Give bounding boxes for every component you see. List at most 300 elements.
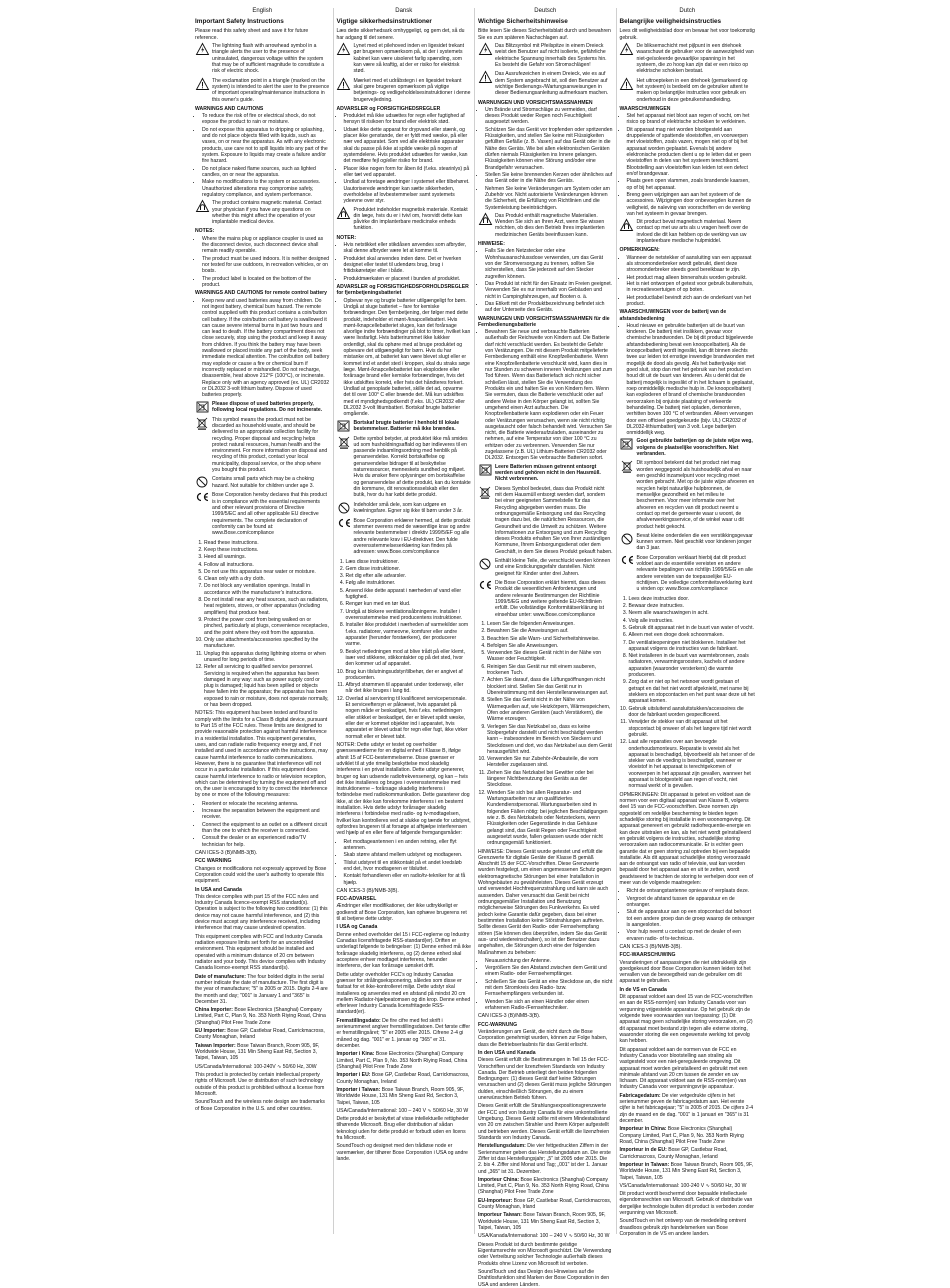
battery-dispose-text: Gooi gebruikte batterijen op de juiste wijze weg, volgens de plaatselijke voorschriften. Niet verbranden.	[636, 438, 753, 458]
fcc-measures-list	[620, 888, 756, 942]
lightning-notice	[195, 43, 330, 75]
column-english	[192, 8, 334, 1234]
notes-heading: NOTER:	[336, 234, 357, 241]
instruction-item: 4. Befolgen Sie alle Anweisungen.	[487, 643, 613, 649]
ce-mark-icon	[195, 492, 209, 505]
taiwan-importer	[478, 1212, 613, 1231]
instruction-item: 12. Overlad al servicering til kvalificeret servicepersonale. Et serviceeftersyn er påkrævet, hvis apparatet på nogen måde er beskadiget, hvis f.eks. netledningen eller stikket er beskadiget, der er blevet spildt væske, eller der er kommet objekter ind i apparatet, hvis apparatet er blevet udsat for regn eller fugt, ikke virker normalt eller er blevet tabt.	[346, 696, 472, 740]
exclamation-notice	[620, 78, 756, 103]
instruction-item: 4. Volg alle instructies.	[629, 618, 756, 624]
china-importer	[478, 1177, 613, 1196]
instruction-item: 3. Neem alle waarschuwingen in acht.	[629, 610, 756, 616]
power-rating: VS/Canada/Internationaal: 100-240 V ∿ 50/60 Hz, 30 W	[619, 1182, 747, 1189]
trademark-notice: SoundTouch and the wireless note design are trademarks of Bose Corporation in the U.S. and other countries.	[195, 1099, 325, 1112]
choke-notice	[620, 533, 756, 552]
instructions-list	[478, 621, 613, 847]
weee-notice	[620, 460, 756, 529]
fcc-measure: • Skab større afstand mellem udstyret og modtageren.	[344, 852, 472, 858]
ce-text: Bose Corporation hereby declares that this product is in compliance with the essential requirements and other relevant provisions of Directive 1999/5/EC and all other applicable EU directive requirements. The complete declaration of conformity can be found at: www.Bose.com/compliance	[212, 492, 327, 537]
fcc-measure: • Sluit de apparatuur aan op een stopcontact dat behoort tot een andere groep dan de groep waarop de ontvanger is aangesloten.	[627, 909, 756, 928]
instruction-item: 10. Only use attachments/accessories specified by the manufacturer.	[204, 637, 330, 650]
china-importer-text: Bose Electronics (Shanghai) Company Limited, Part C, Plan 9, No. 353 North Riying Road, China (Shanghai) Pilot Free Trade Zone	[195, 1007, 326, 1026]
column-language: English	[252, 8, 273, 14]
usa-canada-heading: In den USA und Kanada	[478, 1049, 536, 1056]
instruction-item: 5. Gebruik dit apparaat niet in de buurt van water of vocht.	[629, 625, 756, 631]
crossed-bin-icon	[195, 417, 209, 430]
note-item: • Wanneer de netstekker of aansluiting van een apparaat als stroomonderbreker wordt gebruikt, dient deze stroomonderbreker steeds goed bereikbaar te zijn.	[627, 255, 756, 274]
fcc-warning-heading: FCC-ADVARSEL	[336, 896, 377, 903]
exclamation-warning-icon	[620, 78, 634, 91]
warning-item: • Dit apparaat mag niet worden blootgesteld aan druppelende of spattende vloeistoffen, en voorwerpen met vloeistoffen, zoals vazen, mogen niet op of bij het apparaat worden geplaatst. Evenals bij andere elektronische producten dient u op te letten dat er geen vloeistoffen in delen van het systeem terechtkomt. Blootstelling aan vloeistoffen kan leiden tot een defect en/of brandgevaar.	[627, 127, 756, 178]
fcc-measure: • Vergroot de afstand tussen de apparatuur en de ontvanger.	[627, 896, 756, 909]
fcc-measure: • Kontakt forhandleren eller en radio/tv-tekniker for at få hjælp.	[344, 873, 472, 886]
eu-importer-label: EU-Importeur:	[478, 1197, 513, 1204]
instruction-item: 9. Verlegen Sie das Netzkabel so, dass es keine Stolpergefahr darstellt und nicht beschädigt werden kann – insbesondere im Bereich von Steckern und Steckdosen und dort, wo das Netzkabel aus dem Gerät herausgeführt wird.	[487, 724, 613, 756]
instruction-item: 4. Følg alle instruktioner.	[346, 580, 472, 586]
battery-dispose-notice	[620, 438, 756, 457]
instruction-item: 8. Stellen Sie das Gerät nicht in der Nähe von Wärmequellen auf, wie Heizkörpern, Wärmespeichern, Öfen oder anderen Geräten (auch Verstärkern), die Wärme erzeugen.	[487, 697, 613, 722]
exclamation-notice	[478, 71, 613, 96]
instruction-item: 7. Achten Sie darauf, dass die Lüftungsöffnungen nicht blockiert sind. Stellen Sie das Gerät nur in Übereinstimmung mit den Herstelleranweisungen auf.	[487, 677, 613, 696]
usa-canada-text: Dieses Gerät erfüllt die Bestimmungen in Teil 15 der FCC-Vorschriften und der lizenzfreien Standards von Industry Canada. Der Betrieb unterliegt den beiden folgenden Bedingungen: (1) dieses Gerät darf keine Störungen verursachen und (2) dieses Gerät muss jegliche Störungen dulden, einschließlich Störungen, die zu einem unerwünschten Betrieb führen.	[478, 1057, 612, 1102]
warning-item: • Do not expose this apparatus to dripping or splashing, and do not place objects filled with liquids, such as vases, on or near the apparatus. As with any electronic products, use care not to spill liquids into any part of the system. Exposure to liquids may create a failure and/or fire hazard.	[202, 127, 330, 165]
warnings-list	[478, 107, 613, 211]
crossed-bin-icon	[337, 436, 351, 449]
instruction-item: 6. Reinigen Sie das Gerät nur mit einem sauberen, trockenen Tuch.	[487, 664, 613, 677]
choke-text: Indeholder små dele, som kan udgøre en kvælningsfare. Egner sig ikke til børn under 3 år.	[353, 501, 463, 514]
battery-dispose-notice	[195, 401, 330, 414]
note-item: • Het productlabel bevindt zich aan de onderkant van het product.	[627, 295, 756, 308]
battery-dispose-text: Bortskaf brugte batterier i henhold til lokale bestemmelser. Batterier må ikke brændes.	[353, 419, 460, 432]
lightning-text: The lightning flash with arrowhead symbol in a triangle alerts the user to the presence of uninsulated, dangerous voltage within the system that may be of sufficient magnitude to constitute a risk of electric shock.	[212, 43, 325, 75]
choke-text: Enthält kleine Teile, die verschluckt werden können und eine Erstickungsgefahr darstellen. Nicht geeignet für Kinder unter drei Jahren.	[495, 558, 611, 577]
instruction-item: 6. Rengør kun med en tør klud.	[346, 601, 472, 607]
power-rating: USA/Canada/International: 100 – 240 V ∿ 50/60 Hz, 30 W	[336, 1107, 469, 1114]
instruction-item: 2. Gem disse instruktioner.	[346, 566, 472, 572]
usa-canada-text: Denne enhed overholder del 15 i FCC-reglerne og Industry Canadas licensfritagede RSS-standard(er). Driften er underlagt følgende to betingelser: (1) Denne enhed må ikke forårsage skadelig interferens, og (2) denne enhed skal acceptere enhver modtaget interferens, herunder interferens, der kan forårsage uønsket drift.	[336, 931, 472, 970]
china-importer-text: Bose Electronics (Shanghai) Company Limited, Part C, Plan 9, No. 353 North Riying Road, China (Shanghai) Pilot Free Trade Zone	[336, 1051, 468, 1070]
manufacture-date	[478, 1143, 613, 1175]
choke-notice	[478, 558, 613, 577]
instruction-item: 5. Verwenden Sie dieses Gerät nicht in der Nähe von Wasser oder Feuchtigkeit.	[487, 650, 613, 663]
note-item: • Produktet skal anvendes inden døre. Det er hverken designet eller testet til udendørs brug, brug i fritidskøretøjer eller i både.	[344, 256, 472, 275]
china-importer-label: Importør i Kina:	[336, 1051, 375, 1058]
instruction-item: 5. Anvend ikke dette apparat i nærheden af vand eller fugtighed.	[346, 588, 472, 601]
ce-notice	[337, 518, 472, 556]
usa-canada-heading: I USA og Canada	[336, 924, 378, 931]
weee-text: Dieses Symbol bedeutet, dass das Produkt nicht mit dem Hausmüll entsorgt werden darf, sondern bei einer geeigneten Sammelstelle für das Recycling abgegeben werden muss. Die ordnungsgemäße Entsorgung und das Recycling tragen dazu bei, die natürlichen Ressourcen, die Gesundheit und die Umwelt zu schützen. Weitere Informationen zur Entsorgung und zum Recycling dieses Produkts erhalten Sie von Ihrer zuständigen Kommune, Ihrem Entsorgungsdienst oder dem Geschäft, in dem Sie dieses Produkt gekauft haben.	[495, 485, 613, 555]
exclamation-notice	[195, 78, 330, 103]
eu-importer	[195, 1028, 330, 1041]
ip-notice: This product is protected by certain intellectual property rights of Microsoft. Use or distribution of such technology outside of this product is prohibited without a license from Microsoft.	[195, 1071, 325, 1097]
weee-text: This symbol means the product must not be discarded as household waste, and should be delivered to an appropriate collection facility for recycling. Proper disposal and recycling helps protect natural resources, human health and the environment. For more information on disposal and recycling of this product, contact your local municipality, disposal service, or the shop where you bought this product.	[212, 416, 328, 474]
fcc-measure: • Reorient or relocate the receiving antenna.	[202, 801, 330, 807]
instruction-item: 8. Do not install near any heat sources, such as radiators, heat registers, stoves, or other apparatus (including amplifiers) that produce heat.	[204, 597, 330, 616]
intro-text: Please read this safety sheet and save it for future reference.	[195, 28, 309, 41]
exclamation-text: Mærket med et udråbstegn i en ligesidet trekant skal gøre brugeren opmærksom på vigtige betjenings- og vedligeholdelsesinstruktioner i denne brugervejledning.	[353, 77, 471, 103]
notes-heading: HINWEISE:	[478, 241, 505, 248]
exclamation-notice	[337, 78, 472, 103]
china-importer-label: China Importer:	[195, 1007, 233, 1014]
usa-canada-text: Dit apparaat voldoet aan deel 15 van de FCC-voorschriften en aan de RSS-norm(en) van Industry Canada voor van vergunning vrijgestelde apparatuur. Op het gebruik zijn de volgende twee voorwaarden van toepassing: (1) Dit apparaat mag geen schadelijke storing veroorzaken, en (2) dit apparaat moet bestand zijn tegen alle externe storing, waaronder storing die een ongewenste werking tot gevolg kan hebben.	[619, 994, 753, 1045]
choke-notice	[337, 502, 472, 515]
instruction-item: 11. Unplug this apparatus during lightning storms or when unused for long periods of time.	[204, 651, 330, 664]
remote-battery-text: • Bewahren Sie neue und verbrauchte Batterien außerhalb der Reichweite von Kindern auf. Die Batterie darf nicht verschluckt werden. Es besteht die Gefahr von Verätzungen. Die mit diesem Produkt mitgelieferte Fernbedienung enthält eine Knopfzellenbatterie. Wenn eine Knopfzellenbatterie verschluckt wird, kann dies in nur Stunden zu schweren inneren Verätzungen und zum Tod führen. Wenn das Batteriefach sich nicht sicher schließen lässt, stellen Sie die Verwendung des Produkts ein und halten Sie es von Kindern fern. Wenn Sie vermuten, dass die Batterie verschluckt oder auf andere Weise in den Körper gelangt ist, sollten Sie umgehend einen Arzt aufsuchen. Die Knopfzellenbatterie kann explodieren oder ein Feuer oder Verätzungen verursachen, wenn sie nicht richtig ausgetauscht oder falsch behandelt wird. Versuchen Sie nicht, die Batterie wiederaufzuladen, auseinander zu nehmen, auf eine Temperatur von über 100 °C zu erhitzen oder zu verbrennen. Verwenden Sie nur zugelassene (z.B. UL) Lithium-Batterien CR2032 oder DL2032. Entsorgen Sie verbrauchte Batterien sofort.	[485, 329, 613, 462]
notes-list	[620, 255, 756, 308]
weee-notice	[478, 486, 613, 555]
warning-item: • Schützen Sie das Gerät vor tropfenden oder spritzenden Flüssigkeiten, und stellen Sie keine mit Flüssigkeiten gefüllten Gefäße (z. B. Vasen) auf das Gerät oder in die Nähe des Geräts. Wie bei allen elektronischen Geräten dürfen niemals Flüssigkeiten ins Innere gelangen. Flüssigkeiten können eine Störung und/oder eine Brandgefahr verursachen.	[485, 127, 613, 171]
taiwan-importer-label: Importør i Taiwan:	[336, 1086, 381, 1093]
magnet-warning-icon	[478, 213, 492, 226]
fcc-warning-heading: FCC WARNING	[195, 858, 232, 865]
magnet-warning-icon	[620, 219, 634, 232]
instructions-list	[195, 540, 330, 709]
choking-hazard-icon	[195, 476, 209, 489]
instructions-list	[620, 596, 756, 790]
magnet-notice	[337, 207, 472, 232]
ices-line: CAN ICES-3 (B)/NMB-3(B).	[336, 887, 399, 894]
fcc-warning-text: Veranderingen of aanpassingen die niet uitdrukkelijk zijn goedgekeurd door Bose Corporation kunnen leiden tot het vervallen van de bevoegdheid van de gebruiker om dit apparaat te gebruiken.	[619, 959, 751, 985]
instruction-item: 8. Niet installeren in de buurt van warmtebronnen, zoals radiatoren, verwarmingsroosters, kachels of andere apparaten (waaronder versterkers) die warmte produceren.	[629, 653, 756, 678]
lightning-warning-icon	[337, 43, 351, 56]
eu-importer-text: Bose GP, Castlebar Road, Carrickmacross, County Monaghan, Ireland	[336, 1072, 470, 1085]
warning-item: • Undlad at foretage ændringer i systemet eller tilbehøret. Uautoriserede ændringer kan sætte sikkerheden, overholdelse af lovbestemmelser samt systemets ydeevne over styr.	[344, 179, 472, 204]
column-language: Dansk	[395, 8, 413, 14]
ce-notice	[195, 492, 330, 536]
instructions-list	[337, 559, 472, 740]
note-item: • The product label is located on the bottom of the product.	[202, 276, 330, 289]
warnings-list	[337, 113, 472, 204]
fcc-warning-text: Ændringer eller modifikationer, der ikke udtrykkeligt er godkendt af Bose Corporation, kan ophæve brugerens ret til at betjene dette udstyr.	[336, 903, 467, 923]
fcc-warning-text: Veränderungen am Gerät, die nicht durch die Bose Corporation genehmigt wurden, können zur Folge haben, dass die Betriebserlaubnis für das Gerät erlischt.	[478, 1028, 608, 1048]
fcc-measure: • Tilslut udstyret til en stikkontakt på et andet kredsløb end det, hvor modtageren er tilsluttet.	[344, 860, 472, 873]
instruction-item: 5. Do not use this apparatus near water or moisture.	[204, 569, 330, 575]
exclamation-warning-icon	[337, 78, 351, 91]
instruction-item: 1. Lesen Sie die folgenden Anweisungen.	[487, 621, 613, 627]
remote-battery-list	[195, 298, 330, 399]
manufacture-date-text: The four bolded digits in the serial number indicate the date of manufacture. The first digit is the year of manufacture; "5" is 2005 or 2015. Digits 2-4 are the month and day; "001" is January 1 and "365" is December 31.	[195, 973, 328, 1005]
exclamation-text: The exclamation point in a triangle (marked on the system) is intended to alert the user to the presence of important operating/maintenance instructions in this owner's guide.	[212, 77, 330, 103]
radiation-text: Dieses Gerät erfüllt die Strahlungsexpositionsgrenzwerte der FCC und von Industry Canada für eine unkontrollierte Umgebung. Dieses Gerät sollte mit einem Mindestabstand von 20 cm zwischen Strahler und Ihrem Körper aufgestellt und betrieben werden. Dieses Gerät erfüllt die lizenzfreien Standards von Industry Canada.	[478, 1103, 610, 1141]
battery-dispose-notice	[478, 464, 613, 483]
instruction-item: 6. Clean only with a dry cloth.	[204, 576, 330, 582]
fcc-warning-heading: FCC-WARNUNG	[478, 1021, 518, 1028]
crossed-bin-icon	[620, 460, 634, 473]
fcc-notes: NOTES: This equipment has been tested and found to comply with the limits for a Class B digital device, pursuant to Part 15 of the FCC rules. These limits are designed to provide reasonable protection against harmful interference in a residential installation. This equipment generates, uses, and can radiate radio frequency energy and, if not installed and used in accordance with the instructions, may cause harmful interference to radio communications. However, there is no guarantee that interference will not occur in a particular installation. If this equipment does cause harmful interference to radio or television reception, which can be determined by turning the equipment off and on, the user is encouraged to try to correct the interference by one or more of the following measures:	[195, 710, 328, 799]
ce-text: Die Bose Corporation erklärt hiermit, dass dieses Produkt die wesentlichen Anforderungen und andere relevante Bestimmungen der Richtlinie 1999/5/EG und weitere geltende EU-Richtlinien erfüllt. Die vollständige Konformitätserklärung ist einsehbar unter: www.Bose.com/compliance	[495, 580, 606, 618]
manufacture-date-label: Herstellungsdatum:	[478, 1143, 526, 1150]
fcc-measure: • Increase the separation between the equipment and receiver.	[202, 808, 330, 821]
trademark-notice: SoundTouch en het ontwerp van de mededeling omtrent draadloos gebruik zijn handelsmerken van Bose Corporation in de VS en andere landen.	[619, 1218, 747, 1237]
ce-mark-icon	[620, 555, 634, 568]
instruction-item: 12. Wenden Sie sich bei allen Reparatur- und Wartungsarbeiten nur an qualifiziertes Kundendienstpersonal. Wartungsarbeiten sind in folgenden Fällen nötig: bei jeglichen Beschädigungen wie z. B. des Netzkabels oder Netzsteckers, wenn Flüssigkeiten oder Gegenstände in das Gehäuse gelangt sind, das Gerät Regen oder Feuchtigkeit ausgesetzt wurde, fallen gelassen wurde oder nicht ordnungsgemäß funktioniert.	[487, 790, 613, 847]
fcc-measure: • Wenden Sie sich an einen Händler oder einen erfahrenen Radio-/Fernsehtechniker.	[485, 999, 613, 1012]
note-item: • Das Etikett mit der Produktbezeichnung befindet sich auf der Unterseite des Geräts.	[485, 301, 613, 314]
manufacture-date-text: De vier vetgedrukte cijfers in het serienummer geven de fabricagedatum aan. Het eerste cijfer is het fabricagejaar; "5" is 2005 of 2015. De cijfers 2-4 zijn de maand en de dag. "001" is 1 januari en "365" is 31 december.	[619, 1092, 754, 1124]
fcc-measure: • Vergrößern Sie den Abstand zwischen dem Gerät und einem Radio- oder Fernsehempfänger.	[485, 965, 613, 978]
intro-text: Lees dit veiligheidsblad door en bewaar het voor toekomstig gebruik.	[619, 28, 755, 41]
ce-mark-icon	[337, 518, 351, 531]
ce-text: Bose Corporation erklærer hermed, at dette produkt stemmer overens med de væsentlige krav og andre relevante bestemmelser i direktiv 1999/5/EF og alle andre relevante krav i EU-direktiver. Den fulde overensstemmelseserklæring kan findes på adressen: www.Bose.com/compliance	[353, 517, 471, 556]
instruction-item: 9. Protect the power cord from being walked on or pinched, particularly at plugs, convenience receptacles, and the point where they exit from the apparatus.	[204, 617, 330, 636]
weee-text: Dit symbool betekent dat het product niet mag worden weggegooid als huishoudelijk afval en naar een geschikt inzamelpunt voor recycling moet worden gebracht. Met op de juiste wijze afvoeren en recyclen helpt natuurlijke hulpbronnen, de menselijke gezondheid en het milieu te beschermen. Voor meer informatie over het afvoeren en recyclen van dit product neemt u contact op met de gemeente waar u woont, de afvalverwerkingsservice, of de winkel waar u dit product hebt gekocht.	[636, 460, 755, 530]
instruction-item: 10. Verwenden Sie nur Zubehör-/Anbauteile, die vom Hersteller zugelassen sind.	[487, 756, 613, 769]
exclamation-warning-icon	[478, 71, 492, 84]
usa-canada-text: This device complies with part 15 of the FCC rules and Industry Canada licence-exempt RSS standard(s). Operation is subject to the following two conditions: (1) this device may not cause harmful interference, and (2) this device must accept any interference received, including interference that may cause undesired operation.	[195, 893, 328, 932]
remote-battery-heading: WAARSCHUWINGEN voor de batterij van de afstandsbediening	[619, 309, 727, 322]
power-rating: USA/Kanada/International: 100 – 240 V ∿ 50/60 Hz, 30 W	[478, 1233, 610, 1240]
notes-list	[478, 248, 613, 313]
ip-notice: Dit product wordt beschermd door bepaalde intellectuele eigendomsrechten van Microsoft. Gebruik of distributie van dergelijke technologie buiten dit product is verboden zonder vergunning van Microsoft.	[619, 1191, 755, 1217]
warning-item: • Make no modifications to the system or accessories. Unauthorized alterations may compromise safety, regulatory compliance, and system performance.	[202, 179, 330, 198]
warning-item: • Udsæt ikke dette apparat for drypvand eller stænk, og placer ikke genstande, der er fyldt med væske, på eller nær ved apparatet. Som ved alle elektriske apparater skal du passe på ikke at spilde væske på nogen af systemdelene. Hvis produktet udsættes for væske, kan det medføre fejl og/eller risiko for brand.	[344, 127, 472, 165]
instruction-item: 2. Bewahren Sie die Anweisungen auf.	[487, 628, 613, 634]
instruction-item: 10. Gebruik uitsluitend aansluitstukken/accessoires die door de fabrikant worden gespecificeerd.	[629, 706, 756, 719]
remote-battery-list	[478, 329, 613, 462]
eu-importer-label: EU Importer:	[195, 1028, 226, 1035]
battery-recycle-icon	[620, 438, 634, 451]
section-title: Vigtige sikkerhedsinstruktioner	[336, 18, 432, 26]
note-item: • Das Produkt ist nicht für den Einsatz im Freien geeignet. Verwenden Sie es nur innerhalb von Gebäuden und nicht in Campingfahrzeugen, auf Booten o. ä.	[485, 281, 613, 300]
instruction-item: 1. Lees deze instructies door.	[629, 596, 756, 602]
fcc-measures-list	[337, 839, 472, 886]
taiwan-importer	[620, 1162, 756, 1181]
notes-list	[337, 242, 472, 282]
instruction-item: 3. Ret dig efter alle advarsler.	[346, 573, 472, 579]
warnings-heading: WARNINGS AND CAUTIONS	[195, 105, 264, 112]
battery-dispose-notice	[337, 420, 472, 433]
warning-item: • To reduce the risk of fire or electrical shock, do not expose the product to rain or moisture.	[202, 113, 330, 126]
instruction-item: 7. De ventilatieopeningen niet blokkeren. Installeer het apparaat volgens de instructies van de fabrikant.	[629, 640, 756, 653]
ices-line: CAN ICES-3 (B)/NMB-3(B).	[478, 1013, 541, 1020]
eu-importer-text: Bose GP, Castlebar Road, Carrickmacross, County Monaghan, Ierland	[619, 1147, 728, 1160]
china-importer-text: Bose Electronics (Shanghai) Company Limited, Part C, Plan 9, No. 353 North Riying Road, China (Shanghai) Pilot Free Trade Zone	[478, 1176, 609, 1196]
china-importer-label: Importeur in China:	[619, 1126, 667, 1133]
warnings-list	[620, 113, 756, 217]
taiwan-importer-text: Bose Taiwan Branch, Room 905, 9F, Worldwide House, 131 Min Sheng East Rd, Section 3, Taipei, Taiwan, 105	[619, 1161, 753, 1181]
taiwan-importer-label: Importeur Taiwan:	[478, 1212, 522, 1219]
eu-importer-label: Importør i EU:	[336, 1072, 371, 1079]
radiation-text: Dit apparaat voldoet aan de normen van de FCC en Industry Canada voor blootstelling aan straling als vastgesteld voor een niet-gereguleerde omgeving. Dit apparaat moet worden geïnstalleerd en gebruikt met een minimale afstand van 20 cm tussen de zender en uw lichaam. Dit apparaat voldoet aan de RSS-norm(en) van Industry Canada voor vergunningsvrije apparatuur.	[619, 1046, 748, 1091]
magnet-text: The product contains magnetic material. Contact your physician if you have any questions on whether this might affect the operation of your implantable medical device.	[212, 200, 322, 226]
battery-dispose-text: Please dispose of used batteries properly, following local regulations. Do not incinerate.	[212, 400, 323, 413]
instruction-item: 9. Beskyt netledningen mod at blive trådt på eller klemt, især ved stikkene, stikkontakter og på det sted, hvor den kommer ud af apparatet.	[346, 649, 472, 668]
warnings-list	[195, 113, 330, 198]
ce-mark-icon	[478, 580, 492, 593]
remote-battery-text: • Houd nieuwe en gebruikte batterijen uit de buurt van kinderen. De batterij niet inslikken, gevaar voor chemische brandwonden. De bij dit product bijgeleverde afstandsbediening bevat een knoopcelbatterij. Als de knoopcelbatterij wordt ingeslikt, kan dit binnen slechts twee uur leiden tot ernstige inwendige brandwonden met mogelijk de dood als gevolg. Als het batterijvakje niet goed sluit, stop dan met het gebruik van het product en houd dit uit de buurt van kinderen. Als u denkt dat de batterij mogelijk is ingeslikt of in het lichaam is geplaatst, roep onmiddellijk medische hulp in. De knoopcelbatterij kan exploderen of brand of chemische brandwonden veroorzaken bij onjuiste plaatsing of verkeerde behandeling. De batterij niet opladen, demonteren, verhitten boven 100 °C of verbranden. Alleen vervangen door een officieel goedgekeurde (bijv. UL) CR2032 of DL2032-lithiumbatterij van 3 volt. Lege batterijen onmiddellijk weg.	[627, 323, 756, 437]
column-deutsch	[475, 8, 617, 1288]
battery-dispose-text: Leere Batterien müssen getrennt entsorgt werden und gehören nicht in den Hausmüll. Nicht verbrennen.	[495, 463, 601, 483]
instruction-item: 3. Heed all warnings.	[204, 554, 330, 560]
fcc-notes: NOTER: Dette udstyr er testet og overholder grænseværdierne for en digital enhed i Klasse B, ifølge afsnit 15 af FCC-bestemmelserne. Disse grænser er udviklet til at yde rimelig beskyttelse mod skadelig interferens i en privat installation. Dette udstyr genererer, bruger og kan udsende radiofrekvensenergi, og kan – hvis det ikke installeres og bruges i overensstemmelse med instruktionerne – forårsage skadelig interferens i forbindelse med radiokommunikation. Dette garanterer dog ikke, at der ikke kan forekomme interferens i en bestemt installation. Hvis dette udstyr forårsager skadelig interferens i forbindelse med radio- og tv-modtagelsen, hvilket kan kontrolleres ved at slukke og tænde for udstyret, opfordres brugeren til at forsøge at afhjælpe interferensen ved hjælp af en eller flere af følgende fremgangsmåder:	[336, 741, 471, 837]
choking-hazard-icon	[478, 558, 492, 571]
exclamation-text: Het uitroepteken in een driehoek (gemarkeerd op het systeem) is bedoeld om de gebruiker attent te maken op belangrijke instructies voor gebruik en onderhoud in deze gebruikershandleiding.	[636, 77, 749, 103]
safety-sheet	[192, 8, 758, 1288]
china-importer-text: Bose Electronics (Shanghai) Company Limited, Part C, Plan 9, No. 353 North Riying Road, China (Shanghai) Pilot Free Trade Zone	[619, 1126, 744, 1145]
note-item: • Produktmærkaten er placeret i bunden af produktet.	[344, 276, 472, 282]
china-importer	[195, 1007, 330, 1026]
taiwan-importer	[195, 1043, 330, 1062]
warning-item: • Placer ikke nogen form for åben ild (f.eks. stearinlys) på eller tæt ved apparatet.	[344, 166, 472, 179]
note-item: • The product must be used indoors. It is neither designed nor tested for use outdoors, in recreation vehicles, or on boats.	[202, 256, 330, 275]
lightning-notice	[478, 43, 613, 68]
magnet-warning-icon	[337, 207, 351, 220]
instruction-item: 8. Installer ikke produktet i nærheden af varmekilder som f.eks. radiatorer, varmeovne, komfurer eller andre apparater (herunder forstærkere), der producerer varme.	[346, 622, 472, 647]
column-dutch	[617, 8, 759, 1237]
ip-notice: Dieses Produkt ist durch bestimmte geistige Eigentumsrechte von Microsoft geschützt. Die Verwendung oder Vertreibung solcher Technologie außerhalb dieses Produkts ohne Lizenz von Microsoft ist verboten.	[478, 1241, 612, 1267]
warning-item: • Do not place naked flame sources, such as lighted candles, on or near the apparatus.	[202, 166, 330, 179]
warning-item: • Plaats geen open vlammen, zoals brandende kaarsen, op of bij het apparaat.	[627, 178, 756, 191]
eu-importer-text: Bose GP, Castlebar Road, Carrickmacross, County Monaghan, Ireland	[195, 1028, 325, 1041]
manufacture-date-text: Die vier fettgedruckten Ziffern in der Seriennummer geben das Herstellungsdatum an. Die erste Ziffer ist das Herstellungsjahr; „5" ist 2005 oder 2015. Die 2. bis 4. Ziffer sind Monat und Tag; „001" ist der 1. Januar und „365" ist 31. Dezember.	[478, 1143, 611, 1175]
china-importer-label: Importeur China:	[478, 1176, 520, 1183]
note-item: • Hvis netstikket eller stikdåsen anvendes som afbryder, skal denne afbryder være let at komme til.	[344, 242, 472, 255]
section-title: Wichtige Sicherheitshinweise	[478, 18, 568, 26]
remote-battery-heading: ADVARSLER og FORSIGTIGHEDSFORHOLDSREGLER for fjernbetjeningsbatteriet	[336, 283, 469, 297]
manufacture-date-label: Date of manufacture:	[195, 973, 246, 980]
magnet-text: Das Produkt enthält magnetische Materialien. Wenden Sie sich an Ihren Arzt, wenn Sie wissen möchten, ob dies den Betrieb Ihres implantierten medizinischen Geräts beeinflussen kann.	[495, 212, 605, 238]
fcc-warning-heading: FCC-WAARSCHUWING	[619, 952, 676, 959]
eu-importer	[620, 1147, 756, 1160]
magnet-text: Dit product bevat magnetisch materiaal. Neem contact op met uw arts als u vragen heeft over de invloed die dit kan hebben op de werking van uw implanteerbare medische hulpmiddel.	[636, 219, 749, 245]
note-item: • Where the mains plug or appliance coupler is used as the disconnect device, such disconnect device shall remain readily operable.	[202, 236, 330, 255]
warning-item: • Stellen Sie keine brennenden Kerzen oder ähnliches auf das Gerät oder in die Nähe des Geräts.	[485, 172, 613, 185]
fcc-measure: • Richt de ontvangstantenne opnieuw of verplaats deze.	[627, 888, 756, 894]
warnings-heading: WARNUNGEN UND VORSICHTSMASSNAHMEN	[478, 99, 593, 106]
taiwan-importer-text: Bose Taiwan Branch, Room 905, 9F, Worldwide House, 131 Min Sheng East Rd, Section 3, Taipei, Taiwan, 105	[195, 1042, 320, 1062]
instruction-item: 2. Bewaar deze instructies.	[629, 603, 756, 609]
instruction-item: 7. Do not block any ventilation openings. Install in accordance with the manufacturer's instructions.	[204, 583, 330, 596]
manufacture-date	[195, 974, 330, 1006]
magnet-text: Produktet indeholder magnetisk materiale. Kontakt din læge, hvis du er i tvivl om, hvorvidt dette kan påvirke din implanterbare medicinske enheds funktion.	[353, 206, 468, 232]
manufacture-date	[337, 1018, 472, 1050]
column-dansk	[334, 8, 476, 1234]
magnet-notice	[195, 200, 330, 225]
lightning-notice	[337, 43, 472, 75]
warning-item: • Stel het apparaat niet bloot aan regen of vocht, om het risico op brand of elektrische schokken te verkleinen.	[627, 113, 756, 126]
ices-line: CAN ICES-3 (B)/NMB-3(B).	[619, 943, 682, 950]
weee-notice	[337, 436, 472, 499]
instruction-item: 11. Ziehen Sie das Netzkabel bei Gewitter oder bei längerer Nichtbenutzung des Geräts aus der Steckdose.	[487, 770, 613, 789]
warnings-heading: WAARSCHUWINGEN	[619, 105, 671, 112]
trademark-notice: SoundTouch og designet med den trådløse node er varemærker, der tilhører Bose Corporation i USA og andre lande.	[336, 1143, 468, 1162]
fcc-measure: • Schließen Sie das Gerät an eine Steckdose an, die nicht mit dem Stromkreis des Radio- bzw. Fernsehempfängers verbunden ist.	[485, 979, 613, 998]
remote-battery-list	[337, 298, 472, 418]
remote-battery-list	[620, 323, 756, 437]
exclamation-warning-icon	[195, 78, 209, 91]
notes-list	[195, 236, 330, 289]
ices-line: CAN ICES-3 (B)/NMB-3(B).	[195, 849, 258, 856]
instruction-item: 6. Alleen met een droge doek schoonmaken.	[629, 632, 756, 638]
eu-importer-text: Bose GP, Castlebar Road, Carrickmacross, County Monaghan, Irland	[478, 1197, 612, 1211]
notes-heading: OPMERKINGEN:	[619, 247, 660, 254]
manufacture-date-text: De fire cifre med fed skrift i serienummeret angiver fremstillingsdatoen. Det første ciffer er fremstillingsåret; "5" er 2005 eller 2015. Cifrene 2-4 gi måned og dag. "001" er 1. januar og "365" er 31. december.	[336, 1017, 471, 1049]
taiwan-importer-text: Bose Taiwan Branch, Room 905, 9F, Worldwide House, 131 Min Sheng East Rd, Section 3, Taipei, Taiwan, 105	[478, 1212, 606, 1231]
taiwan-importer-text: Bose Taiwan Branch, Room 905, 9F, Worldwide House, 131 Min Sheng East Rd, Section 3, Taipei, Taiwan, 105	[336, 1086, 465, 1106]
choking-hazard-icon	[620, 533, 634, 546]
warnings-heading: ADVARSLER og FORSIGTIGHEDSREGLER	[336, 105, 441, 112]
warning-item: • Um Brände und Stromschläge zu vermeiden, darf dieses Produkt weder Regen noch Feuchtigkeit ausgesetzt werden.	[485, 107, 613, 126]
magnet-notice	[620, 219, 756, 244]
column-language: Dutch	[679, 8, 696, 14]
lightning-text: De bliksemschicht met pijlpunt in een driehoek waarschuwt de gebruiker voor de aanwezigheid van niet-geïsoleerde gevaarlijke spanning in het systeem, die zo hoog kan zijn dat er een risico op elektrische schokken bestaat.	[636, 43, 754, 75]
battery-recycle-icon	[337, 420, 351, 433]
section-title: Belangrijke veiligheidsinstructies	[619, 18, 722, 26]
manufacture-date-label: Fremstillingsdato:	[336, 1017, 381, 1024]
warning-item: • Breng geen wijzigingen aan aan het systeem of de accessoires. Wijzigingen door onbevoegden kunnen de veiligheid, de naleving van voorschriften en de werking van het systeem in gevaar brengen.	[627, 192, 756, 217]
choke-text: Contains small parts which may be a choking hazard. Not suitable for children under age 3.	[212, 476, 314, 489]
manufacture-date-label: Fabricagedatum:	[619, 1092, 661, 1099]
fcc-measure: • Voor hulp neemt u contact op met de dealer of een ervaren radio- of tv-technicus.	[627, 929, 756, 942]
instruction-item: 9. Zorg dat er niet op het netsnoer wordt gestaan of getrapt en dat het niet wordt afgeknield, met name bij stekkers en stopcontacten en het punt waar deze uit het apparaat komen.	[629, 679, 756, 704]
instruction-item: 1. Læs disse instruktioner.	[346, 559, 472, 565]
fcc-measure: • Consult the dealer or an experienced radio/TV technician for help.	[202, 835, 330, 848]
eu-importer	[478, 1198, 613, 1211]
trademark-notice: SoundTouch und das Design des Hinweises auf die Drahtlosfunktion sind Marken der Bose Corporation in den USA und anderen Ländern.	[478, 1268, 610, 1288]
battery-recycle-icon	[195, 401, 209, 414]
note-item: • Het product mag alleen binnenshuis worden gebruikt. Het is niet ontworpen of getest voor gebruik buitenshuis, in recreatievoertuigen of op boten.	[627, 275, 756, 294]
taiwan-importer	[337, 1087, 472, 1106]
remote-battery-text: • Opbevar nye og brugte batterier utilgængeligt for børn. Undgå at sluge batteriet – fare for kemiske forbrændinger. Den fjernbetjening, der følger med dette produkt, indeholder et mønt-/knapcellebatteri. Hvis mønt-/knapcellebatteriet sluges, kan det forårsage alvorlige indre forbrændinger på blot to timer, hvilket kan være livsfarligt. Hvis batterirummet ikke lukkker ordentligt, skal du ophøre med at bruge produktet og opbevare det utilgængeligt for børn. Hvis du har mistanke om, at batteriet kan være blevet slugt eller er kommet ind et andet sted i kroppen, skal du straks søge læge. Mønt-/knapcellebatteriet kan eksplodere eller forårsage brand eller kemiske forbrændinger, hvis det ikke udskiftes korrekt, eller hvis det håndteres forkert. Undlad at genoplade batteriet, skille det ad, opvarme det til over 100° C eller brænde det. Må kun udskiftes med et myndighedsgodkendt (f.eks. UL) CR2032 eller DL2032 3-volt litiumbatteri. Bortskaf brugte batterier omgående.	[344, 298, 472, 418]
lightning-text: Das Blitzsymbol mit Pfeilspitze in einem Dreieck weist den Benutzer auf nicht isolierte, gefährliche elektrische Spannung innerhalb des Systems hin. Es besteht die Gefahr von Stromschlägen!	[495, 43, 607, 68]
note-item: • Falls Sie den Netzstecker oder eine Wohnhausanschlussdose verwenden, um das Gerät von der Stromversorgung zu trennen, sollten Sie sicherstellen, dass Sie jederzeit auf den Stecker zugreifen können.	[485, 248, 613, 280]
fcc-measures-list	[478, 958, 613, 1012]
warning-item: • Nehmen Sie keine Veränderungen am System oder am Zubehör vor. Nicht autorisierte Veränderungen können die Sicherheit, die Erfüllung von Richtlinien und die Systemleistung beeinträchtigen.	[485, 186, 613, 211]
choke-notice	[195, 476, 330, 489]
china-importer	[337, 1051, 472, 1070]
taiwan-importer-label: Taiwan Importer:	[195, 1042, 236, 1049]
instruction-item: 11. Afbryd strømmen til apparatet under tordenvejr, eller når det ikke bruges i lang tid.	[346, 682, 472, 695]
section-title: Important Safety Instructions	[195, 18, 284, 26]
battery-recycle-icon	[478, 464, 492, 477]
choking-hazard-icon	[337, 502, 351, 515]
column-language: Deutsch	[534, 8, 557, 14]
ip-notice: Dette produkt er beskyttet af visse intellektuelle rettigheder tilhørende Microsoft. Brug eller distribution af sådan teknologi uden for dette produkt er forbudt uden en licens fra Microsoft.	[336, 1116, 469, 1142]
instruction-item: 7. Undgå at blokere ventilationsåbningerne. Installer i overensstemmelse med producentens instruktioner.	[346, 609, 472, 622]
instruction-item: 2. Keep these instructions.	[204, 547, 330, 553]
ce-text: Bose Corporation verklaart hierbij dat dit product voldoet aan de essentiële vereisten en andere relevante bepalingen van richtlijn 1999/5/EG en alle andere vereisten van de toepasselijke EU-richtlijnen. De volledige conformiteitsverklaring kunt u vinden op: www.Bose.com/compliance	[636, 554, 753, 593]
instruction-item: 12. Laat alle reparaties over aan bevoegde onderhoudsmonteurs. Reparatie is vereist als het apparaat is beschadigd, bijvoorbeeld als het snoer of de stekker van de voeding is beschadigd, wanneer er vloeistof in het apparaat is terechtgekomen of voorwerpen in het apparaat zijn gevallen, wanneer het apparaat is blootgesteld aan regen of vocht, niet normaal werkt of is gevallen.	[629, 739, 756, 790]
china-importer	[620, 1126, 756, 1145]
eu-importer-label: Importeur in de EU:	[619, 1147, 667, 1154]
choke-text: Bevat kleine onderdelen die een verstikkingsgevaar kunnen vormen. Niet geschikt voor kinderen jonger dan 3 jaar.	[636, 532, 753, 552]
lightning-warning-icon	[478, 43, 492, 56]
lightning-warning-icon	[620, 43, 634, 56]
lightning-text: Lynet med et pilehoved inden en ligesidet trekant gør brugeren opmærksom på, at der i systemets kabinet kan være uisoleret farlig spænding, som kan være så kraftig, at der er risiko for elektrisk stød.	[353, 43, 465, 75]
notes-heading: NOTES:	[195, 228, 215, 235]
fcc-measures-list	[195, 801, 330, 848]
radiation-text: This equipment complies with FCC and Industry Canada radiation exposure limits set forth for an uncontrolled environment. This equipment should be installed and operated with a minimum distance of 20 cm between radiator and your body. This device complies with Industry Canada licence-exempt RSS standard(s).	[195, 933, 326, 972]
instruction-item: 1. Read these instructions.	[204, 540, 330, 546]
lightning-warning-icon	[195, 43, 209, 56]
power-rating: US/Canada/International: 100-240V ∿ 50/60 Hz, 30W	[195, 1063, 317, 1070]
remote-battery-text: • Keep new and used batteries away from children. Do not ingest battery, chemical burn hazard. The remote control supplied with this product contains a coin/button cell battery. If the coin/button cell battery is swallowed it can cause severe internal burns in just two hours and can lead to death. If the battery compartment does not close securely, stop using the product and keep it away from children. If you think the battery may have been swallowed or placed inside any part of the body, seek immediate medical attention. The coin/button cell battery may explode or cause a fire or chemical burn if incorrectly replaced or mishandled. Do not recharge, disassemble, heat above 212°F (100°C), or incinerate. Replace only with an agency approved (ex. UL) CR2032 or DL2032 3-volt lithium battery. Dispose of used batteries properly.	[202, 298, 330, 399]
weee-notice	[195, 417, 330, 474]
ce-notice	[620, 555, 756, 593]
weee-text: Dette symbol betyder, at produktet ikke må smides ud som husholdningsaffald og bør indleveres til en passende indsamlingsordning med henblik på genanvendelse. Korrekt bortskaffelse og genanvendelse bidrager til at beskyttelse naturressourcer, menneskets sundhed og miljøet. Hvis du ønsker flere oplysninger om bortskaffelse og genanvendelse af dette produkt, kan du kontakte din kommune, dit renovationsselskab eller den butik, hvor du har købt dette produkt.	[353, 435, 471, 499]
fcc-notes: OPMERKINGEN: Dit apparaat is getest en voldoet aan de normen voor een digitaal apparaat van Klasse B, volgens deel 15 van de FCC-voorschriften. Deze normen zijn opgesteld om redelijke bescherming te bieden tegen schadelijke storing bij installatie in een woonomgeving. Dit apparaat genereert en gebruikt radiofrequentie-energie en kan deze uitstralen en kan, als het niet wordt geïnstalleerd en gebruikt volgens de instructies, schadelijke storing veroorzaken aan radiocommunicatie. Er is echter geen garantie dat er geen storing zal optreden bij een bepaalde installatie. Als dit apparaat schadelijke storing veroorzaakt aan de ontvangst van radio of televisie, wat kan worden bepaald door het apparaat aan en uit te zetten, wordt geadviseerd te trachten de storing te verhelpen door een of meer van de volgende maatregelen:	[619, 791, 754, 887]
fcc-measure: • Ret modtageantennen i en anden retning, eller flyt antennen.	[344, 839, 472, 852]
taiwan-importer-label: Importeur in Taiwan:	[619, 1161, 670, 1168]
warning-item: • Produktet må ikke udsættes for regn eller fugtighed af hensyn til risikoen for brand eller elektrisk stød.	[344, 113, 472, 126]
remote-battery-heading: WARNUNGEN UND VORSICHTSMASSNAHMEN für die Fernbedienungsbatterie	[478, 315, 610, 328]
radiation-text: Dette udstyr overholder FCC's og Industry Canadas grænser for strålingseksponering, således som disse er fastsat for et ikke-kontrolleret miljø. Dette udstyr skal installeres og anvendes med en afstand på mindst 20 cm mellem Radiator-hjælpeatomsen og din krop. Denne enhed efterlever Industry Canada licensfritagede RSS-standard(er).	[336, 971, 471, 1016]
magnet-notice	[478, 213, 613, 238]
manufacture-date	[620, 1093, 756, 1125]
intro-text: Læs dette sikkerhedsark omhyggeligt, og gem det, så du har adgang til det senere.	[336, 28, 465, 41]
ce-notice	[478, 580, 613, 618]
instruction-item: 4. Follow all instructions.	[204, 562, 330, 568]
